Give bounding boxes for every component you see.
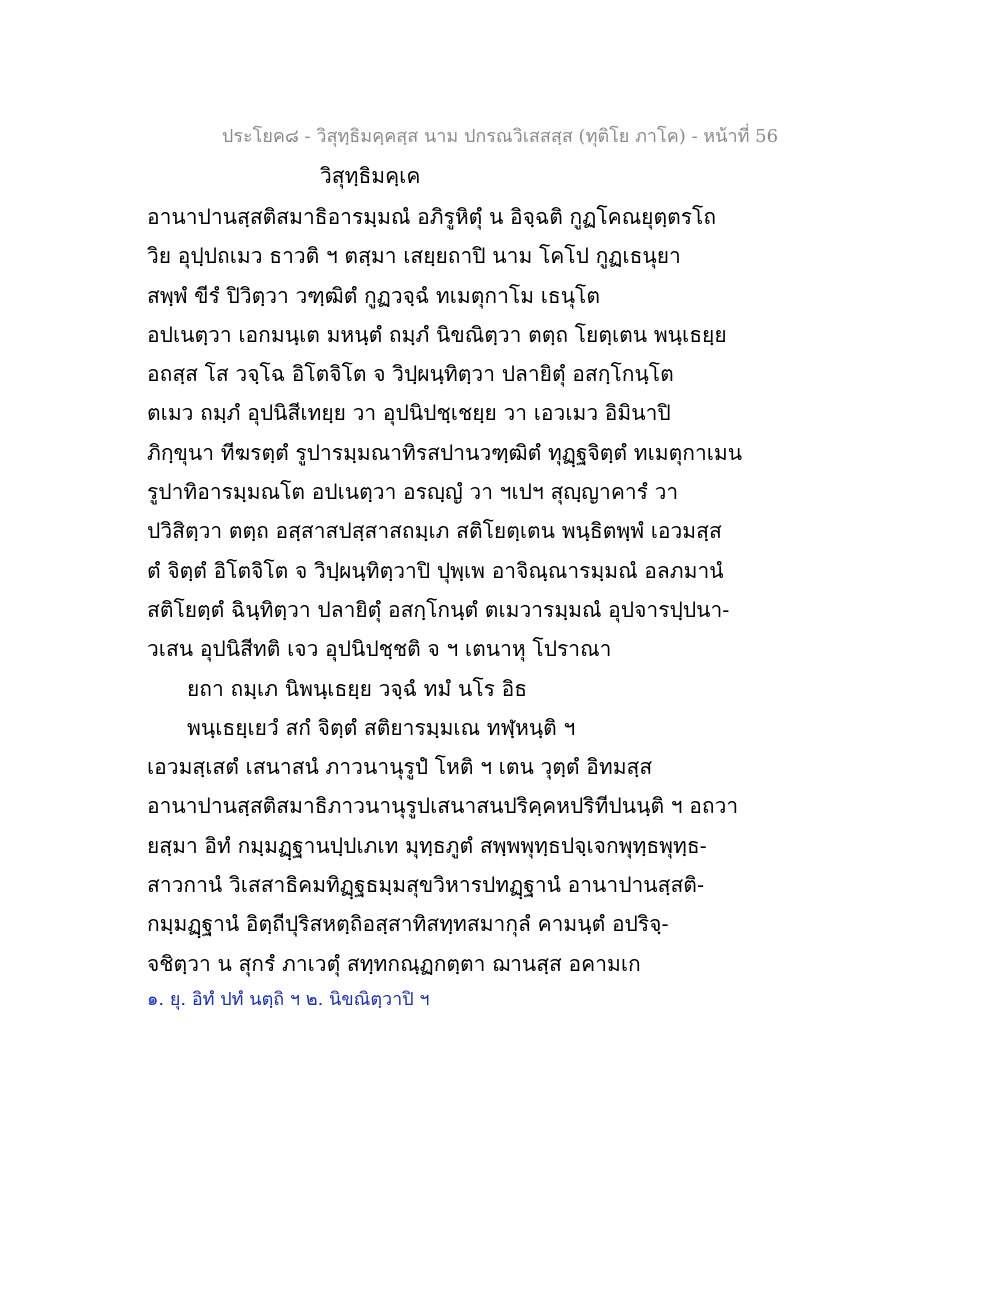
- body-text: [147, 198, 743, 1016]
- section-title: วิสุทฺธิมคฺเค: [320, 164, 421, 188]
- text-line: ยสฺมา อิทํ กมฺมฏฺฐานปฺปเภเท มุทฺธภูตํ สพฺพพุทฺธปจฺเจกพุทฺธพุทฺธ-: [147, 833, 707, 858]
- footnote: ๑. ยุ. อิทํ ปทํ นตฺถิ ฯ ๒. นิขณิตฺวาปิ ฯ: [147, 988, 430, 1010]
- text-line: ปวิสิตฺวา ตตฺถ อสฺสาสปสฺสาสถมฺเภ สติโยตฺเตน พนฺธิตพฺพํ เอวมสฺส: [147, 519, 722, 544]
- text-line: เอวมสฺเสตํ เสนาสนํ ภาวนานุรูปํ โหติ ฯ เตน วุตฺตํ อิทมสฺส: [147, 755, 653, 780]
- text-line: ภิกฺขุนา ทีฆรตฺตํ รูปารมฺมณาทิรสปานวฑฺฒิตํ ทุฏฺฐจิตฺตํ ทเมตุกาเมน: [147, 440, 743, 465]
- text-line: อานาปานสฺสติสมาธิภาวนานุรูปเสนาสนปริคฺคหปริทีปนนฺติ ฯ อถวา: [147, 794, 739, 819]
- text-line: รูปาทิอารมฺมณโต อปเนตฺวา อรญฺญํ วา ฯเปฯ สุญฺญาคารํ วา: [147, 480, 679, 505]
- text-line: อถสฺส โส วจฺโฉ อิโตจิโต จ วิปฺผนฺทิตฺวา ปลายิตุํ อสกฺโกนฺโต: [147, 362, 674, 387]
- text-line: จชิตฺวา น สุกรํ ภาเวตุํ สทฺทกณฺฏกตฺตา ฌานสฺส อคามเก: [147, 951, 641, 976]
- text-line: สาวกานํ วิเสสาธิคมทิฏฺฐธมฺมสุขวิหารปทฏฺฐานํ อานาปานสฺสติ-: [147, 873, 705, 898]
- text-line: ตํ จิตฺตํ อิโตจิโต จ วิปฺผนฺทิตฺวาปิ ปุพฺเพ อาจิณฺณารมฺมณํ อลภมานํ: [147, 558, 724, 583]
- verse-line: ยถา ถมฺเภ นิพนฺเธยฺย วจฺฉํ ทมํ นโร อิธ: [187, 676, 528, 701]
- text-line: วเสน อุปนิสีทติ เจว อุปนิปชฺชติ จ ฯ เตนาหุ โปราณา: [147, 637, 612, 662]
- text-line: อปเนตฺวา เอกมนฺเต มหนฺตํ ถมฺภํ นิขณิตฺวา ตตฺถ โยตฺเตน พนฺเธยฺย: [147, 322, 727, 347]
- page-header: ประโยค๘ - วิสุทฺธิมคฺคสฺส นาม ปกรณวิเสสสฺส (ทุติโย ภาโค) - หน้าที่ 56: [221, 126, 779, 147]
- text-line: กมฺมฏฺฐานํ อิตฺถีปุริสหตฺถิอสฺสาทิสทฺทสมากุลํ คามนฺตํ อปริจฺ-: [147, 912, 669, 937]
- text-line: สติโยตฺตํ ฉินฺทิตฺวา ปลายิตุํ อสกฺโกนฺตํ ตเมวารมฺมณํ อุปจารปฺปนา-: [147, 597, 730, 622]
- text-line: วิย อุปฺปถเมว ธาวติ ฯ ตสฺมา เสยฺยถาปิ นาม โคโป กูฏเธนุยา: [147, 244, 681, 269]
- text-line: สพฺพํ ขีรํ ปิวิตฺวา วฑฺฒิตํ กูฏวจฺฉํ ทเมตุกาโม เธนุโต: [147, 283, 600, 308]
- verse-line: พนฺเธยฺเยวํ สกํ จิตฺตํ สติยารมฺมเณ ทฬฺหนฺติ ฯ: [187, 715, 576, 740]
- text-line: อานาปานสฺสติสมาธิอารมฺมณํ อภิรูหิตุํ น อิจฺฉติ กูฏโคณยุตฺตรโถ: [147, 205, 717, 229]
- text-line: ตเมว ถมฺภํ อุปนิสีเทยฺย วา อุปนิปชฺเชยฺย วา เอวเมว อิมินาปิ: [147, 401, 671, 426]
